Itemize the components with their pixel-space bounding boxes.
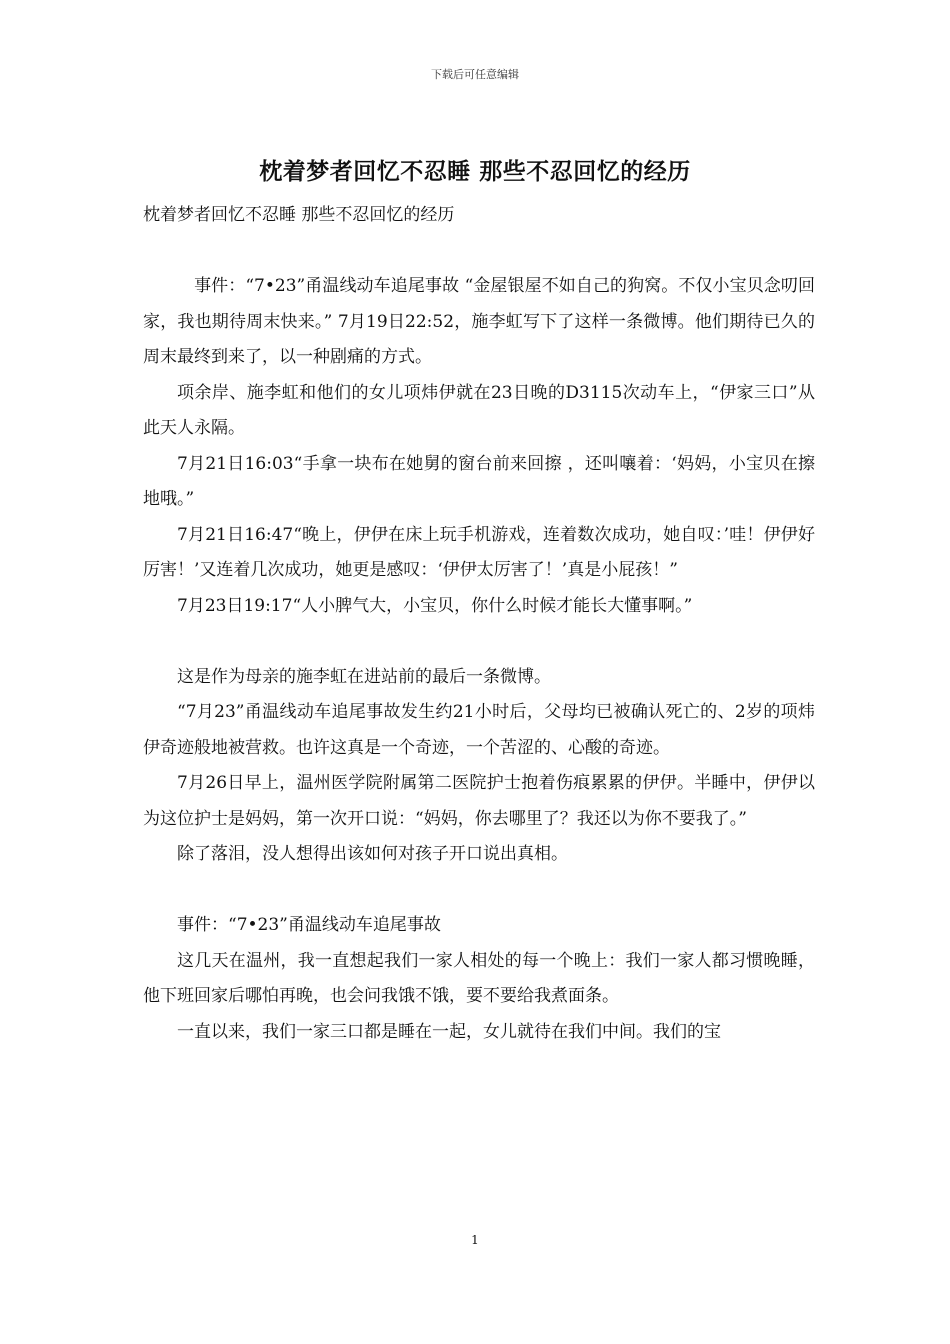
paragraph: “7月23”甬温线动车追尾事故发生约21小时后，父母均已被确认死亡的、2岁的项炜伊奇迹般地被营救。也许这真是一个奇迹，一个苦涩的、心酸的奇迹。 — [143, 702, 815, 758]
document-body — [143, 198, 815, 1050]
page-number: 1 — [471, 1233, 479, 1247]
paragraph: 7月23日19:17“人小脾气大，小宝贝，你什么时候才能长大懂事啊。” — [177, 595, 693, 616]
paragraph: 除了落泪，没人想得出该如何对孩子开口说出真相。 — [177, 844, 568, 864]
paragraph-gap — [143, 624, 815, 660]
paragraph: 项余岸、施李虹和他们的女儿项炜伊就在23日晚的D3115次动车上，“伊家三口”从此天人永隔。 — [143, 382, 815, 438]
paragraph: 7月21日16:03“手拿一块布在她舅的窗台前来回擦 ，还叫嚷着：‘妈妈，小宝贝在擦地哦。” — [143, 453, 815, 509]
document-title: 枕着梦者回忆不忍睡 那些不忍回忆的经历 — [259, 158, 691, 185]
paragraph: 7月21日16:47“晚上，伊伊在床上玩手机游戏，连着数次成功，她自叹：’哇！伊伊好厉害！’又连着几次成功，她更是感叹：‘伊伊太厉害了！’真是小屁孩！” — [143, 524, 815, 580]
paragraph: 这几天在温州，我一直想起我们一家人相处的每一个晚上：我们一家人都习惯晚睡，他下班回家后哪怕再晚，也会问我饿不饿，要不要给我煮面条。 — [143, 950, 815, 1006]
paragraph: 事件：“7•23”甬温线动车追尾事故 “金屋银屋不如自己的狗窝。不仅小宝贝念叨回家，我也期待周末快来。” 7月19日22:52，施李虹写下了这样一条微博。他们期待已久的周末最终到来了，以一种剧痛的方式。 — [143, 276, 815, 367]
paragraph: 一直以来，我们一家三口都是睡在一起，女儿就待在我们中间。我们的宝 — [177, 1021, 721, 1042]
paragraph: 事件：“7•23”甬温线动车追尾事故 — [177, 915, 441, 935]
paragraph: 这是作为母亲的施李虹在进站前的最后一条微博。 — [177, 666, 551, 687]
paragraph-gap — [143, 234, 815, 270]
header-note: 下载后可任意编辑 — [431, 68, 519, 81]
paragraph: 枕着梦者回忆不忍睡 那些不忍回忆的经历 — [143, 205, 455, 225]
paragraph-gap — [143, 873, 815, 909]
paragraph: 7月26日早上，温州医学院附属第二医院护士抱着伤痕累累的伊伊。半睡中，伊伊以为这位护士是妈妈，第一次开口说：“妈妈，你去哪里了？我还以为你不要我了。” — [143, 773, 815, 829]
